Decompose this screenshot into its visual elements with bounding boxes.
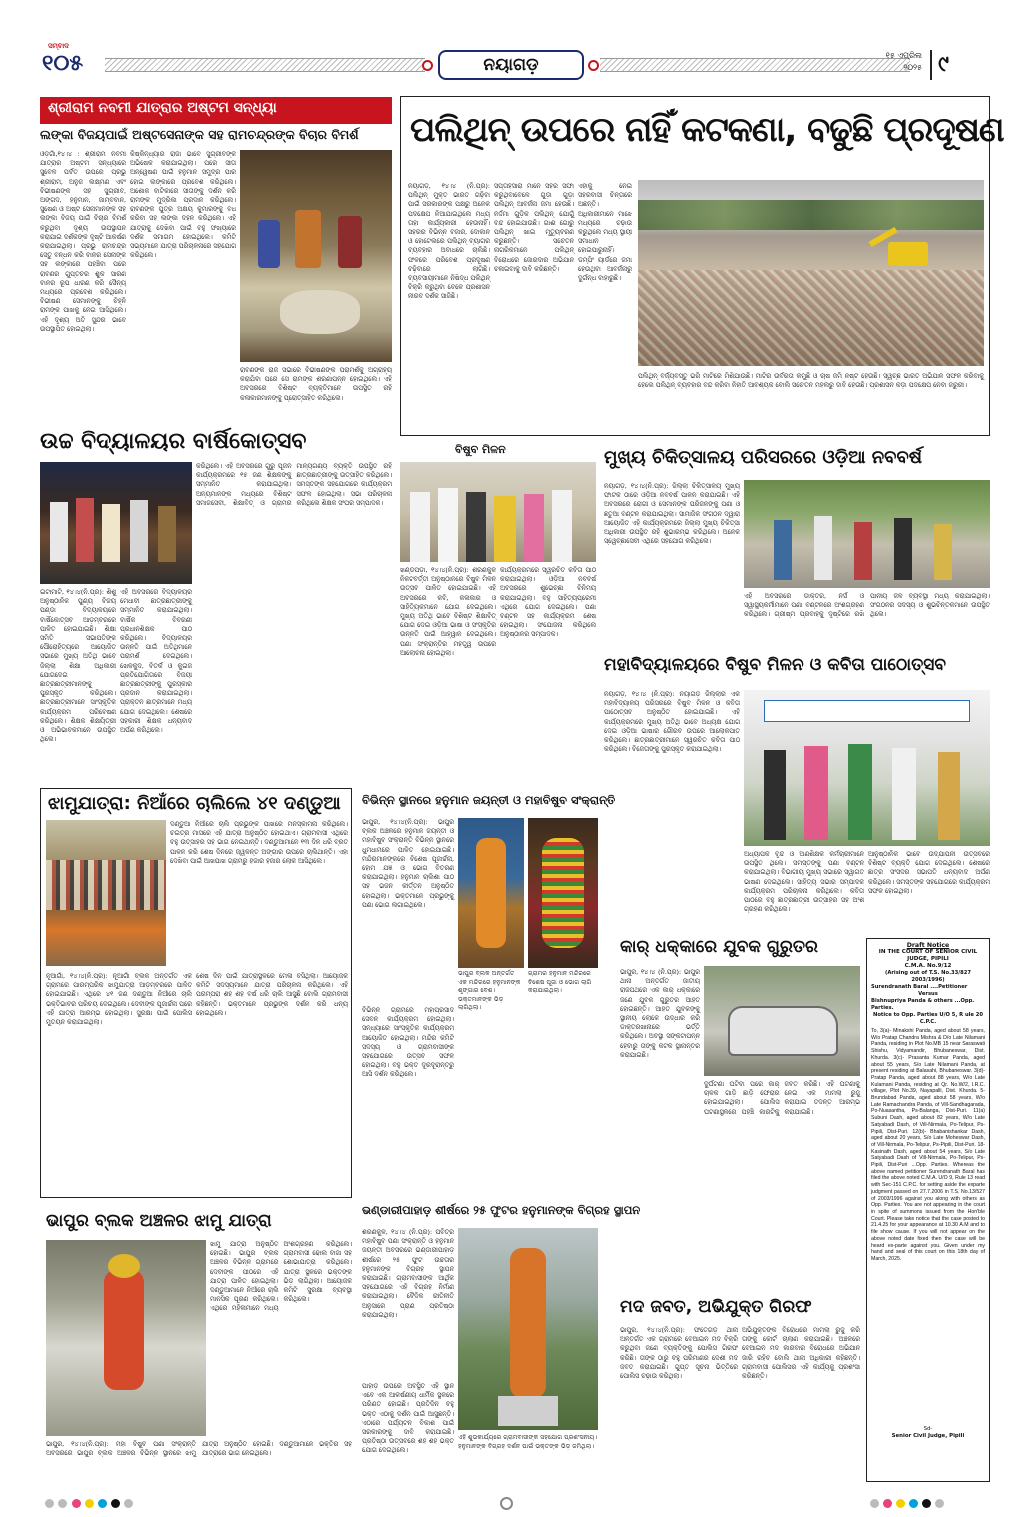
notice-arising: (Arising out of T.S. No.33/827 2003/1996): [884, 970, 972, 983]
liquor-headline: ମଦ ଜବତ, ଅଭିଯୁକ୍ତ ଗିରଫ: [620, 1297, 812, 1317]
excavator-body: [888, 242, 928, 266]
bishuba-group-photo: [400, 462, 596, 562]
group-person-1: [410, 492, 430, 562]
polythene-headline: ପଲିଥିନ୍ ଉପରେ ନାହିଁ କଟକଣା, ବଢୁଛି ପ୍ରଦୂଷଣ: [410, 110, 1004, 150]
jhamu-col3: ଶେଷ ଦିନ ପାଇଁ ଯାତ୍ରାସ୍ଥଳରେ ମେଳା ବସିଥିଲା। ଆୟୋଜକ କମିଟି ସଦସ୍ୟମାନେ ଯାତ୍ରା ପରିଚାଳନା କରିଥିଲେ। ଏହି ପରମ୍ପରା ଶହ ଶହ ବର୍ଷ ଧରି ଚାଲି ଆସୁଛି ବୋଲି ଗ୍ରାମବାସୀ କହିଛନ୍ତି। ଭକ୍ତମାନେ ପ୍ରଭୁଙ୍କ ଦର୍ଶନ କରି ଧନ୍ୟ ହୋଇଥିଲେ।: [196, 972, 348, 1017]
statue-base: [498, 1396, 558, 1426]
car-accident-headline: କାର୍ ଧକ୍କାରେ ଯୁବକ ଗୁରୁତର: [620, 937, 818, 957]
hanuman-jayanti-col2: ବିଭିନ୍ନ ଗ୍ରାମରେ ମହାପ୍ରସାଦ ସେବନ କାର୍ଯ୍ୟକ୍ରମ ହୋଇଥିଲା। ସନ୍ଧ୍ୟାରେ ସାଂସ୍କୃତିକ କାର୍ଯ୍ୟକ୍ରମ ଆୟୋଜିତ ହୋଇଥିଲା। ମନ୍ଦିର କମିଟି ସଦସ୍ୟ ଓ ଗ୍ରାମବାସୀଙ୍କ ସହଯୋଗରେ ଉତ୍ସବ ସଫଳ ହୋଇଥିଲା। ବହୁ ଭକ୍ତ ଦୂରଦୂରାନ୍ତରୁ ଆସି ଦର୍ଶନ କରିଥିଲେ।: [362, 1006, 454, 1079]
hospital-col1: ନୟାଗଡ଼, ୧୪।୪(ନି.ପ୍ର): ଜିଲ୍ଲା ଚିକିତ୍ସାଳୟ ମୁଖ୍ୟ ଫାଟକ ଠାରେ ଓଡ଼ିଆ ନବବର୍ଷ ପାଳନ କରାଯାଇଛି। ଏହି ଅବସରରେ ରୋଗୀ ଓ ସେମାନଙ୍କ ପରିଜନଙ୍କୁ ପଣା ଓ ଛତୁଆ ବଣ୍ଟନ କରାଯାଇଥିଲା। ସାମାଜିକ ସଂଗଠନ ଦ୍ୱାରା ଆୟୋଜିତ ଏହି କାର୍ଯ୍ୟକ୍ରମରେ ଜିଲ୍ଲା ମୁଖ୍ୟ ଚିକିତ୍ସା ଅଧିକାରୀ ଉପସ୍ଥିତ ରହି ଶୁଭାରମ୍ଭ କରିଥିଲେ। ଅନେକ ସ୍ୱେଚ୍ଛାସେବୀ ଏଥିରେ ସହଯୋଗ କରିଥିଲେ।: [604, 482, 740, 546]
college-col3: ଆନୁଷ୍ଠାନିକ ଭାବେ ଉଦ୍‌ଯାପନୀ ଉତ୍ସବରେ ବିଶିଷ୍ଟ ବ୍ୟକ୍ତି ଯୋଗ ଦେଇଥିଲେ। ଶେଷରେ ଛାତ୍ର ସଂସଦର ସଭାପତି ଧନ୍ୟବାଦ ଅର୍ପଣ କରିଥିଲେ। ସମସ୍ତଙ୍କ ସହଯୋଗରେ କାର୍ଯ୍ୟକ୍ରମ ସଫଳ ହୋଇଥିଲା।: [868, 850, 990, 895]
stage-person-3: [102, 504, 120, 562]
footer-marks: [0, 1494, 1020, 1514]
reg-dot-pink: [72, 1499, 81, 1508]
stage-figure-3: [338, 216, 362, 268]
hospital-headline: ମୁଖ୍ୟ ଚିକିତ୍ସାଳୟ ପରିସରରେ ଓଡ଼ିଆ ନବବର୍ଷ: [604, 447, 923, 468]
masthead-rule-left: [105, 58, 425, 72]
college-person-4: [892, 748, 916, 840]
logo-big-text: ୧୦୫: [42, 50, 84, 75]
notice-sd: Sd-: [923, 1426, 933, 1432]
bishuba-headline: ବିଷୁବ ମିଳନ: [455, 443, 506, 456]
hospital-person-5: [934, 524, 952, 580]
hospital-person-2: [814, 516, 832, 580]
bhandara-headline: ଭଣ୍ଡାରୀପାହାଡ଼ ଶୀର୍ଷରେ ୨୫ ଫୁଟର ହନୁମାନଙ୍କ ବିଗ୍ରହ ସ୍ଥାପନ: [362, 1203, 641, 1217]
stage-person-4: [130, 500, 148, 562]
bhandara-hanuman-photo: [458, 1228, 598, 1430]
notice-court: IN THE COURT OF SENIOR CIVIL JUDGE, PIPILI: [878, 949, 978, 962]
hospital-photo-caption: ଏହି ଅବସରରେ ଡାକ୍ତର, ନର୍ସ ଓ ସ୍ୱାସ୍ଥ୍ୟକର୍ମୀମାନେ ପଣା ବଣ୍ଟନରେ ଅଂଶଗ୍ରହଣ କରିଥିଲେ। ଗ୍ରୀଷ୍ମ ପ୍ରବାହକୁ ଦୃଷ୍ଟିରେ ରଖି ପାନୀୟ ଜଳ ବ୍ୟବସ୍ଥା ମଧ୍ୟ କରାଯାଇଥିଲା। ସଂଗଠନର ସଦସ୍ୟ ଓ ଶୁଭଚିନ୍ତକମାନେ ଉପସ୍ଥିତ ଥିଲେ।: [744, 592, 990, 619]
reg-dot-pink-2: [883, 1499, 892, 1508]
hanuman-caption-2: ଗ୍ରାମର ହନୁମାନ ମନ୍ଦିରରେ ବିଶେଷ ପୂଜା ଓ ଭୋଗ ଲାଗି କରାଯାଇଥିଲା।: [528, 970, 592, 995]
polythene-dump-photo: [638, 180, 984, 366]
car-accident-col2: ଦୁର୍ଘଟଣା ଘଟିବା ପରେ କାର୍ ଚାଳକ ଗାଡ଼ି ଛାଡ଼ି ଫେରାର ହୋଇଯାଇଥିଲା। ପୋଲିସ ଘଟଣାସ୍ଥଳରେ ପହଞ୍ଚି କାରଟିକୁ ଜବତ କରିଛି। ଏହି ଘଟଣାକୁ ନେଇ ଏକ ମାମଲା ରୁଜୁ କରାଯାଇ ତଦନ୍ତ ଆରମ୍ଭ କରାଯାଇଛି।: [704, 1080, 860, 1116]
target-icon-right: [588, 60, 599, 71]
newspaper-logo: [38, 42, 100, 82]
ramnavami-col1: ଓଡ଼ଗାଁ,୧୪।୪ : ଶ୍ରୀରାମ ନବମୀ ଯାତ୍ରାର ଅଷ୍ଟମ ସନ୍ଧ୍ୟାରେ ସୁବେଳ ପର୍ବତ ଉପରେ ପ୍ରଭୁ ଶ୍ରୀରାମ, ଅନୁଜ ଲକ୍ଷ୍ମଣ ଏବଂ ବିଭୀଷଣଙ୍କ ସହ ସୁଗ୍ରୀବ, ଅଙ୍ଗଦ, ହନୁମାନ, ଜାମ୍ବବାନ, ସୁଷେଣ ଓ ଅଷ୍ଟ ସେନାମାନଙ୍କ ସହ ଲଙ୍କା ବିଜୟ ପାଇଁ ବିଚାର ବିମର୍ଶ କରୁଥିବା ଦୃଶ୍ୟ ଉପସ୍ଥାପନ କରାଯାଇ ଦର୍ଶକଙ୍କ ଦୃଷ୍ଟି ଆକର୍ଷଣ କରାଯାଇଥିଲା। ପ୍ରଭୁ ରାମଚନ୍ଦ୍ର ସେତୁ ବନ୍ଧନ କରି ବାନର ସେନାଙ୍କ ସହ ଲଙ୍କାରେ ପହଞ୍ଚିବା ପରେ ରାବଣର ଗୁପ୍ତଚର ଶୁକ ସାରଣ ବାନର ରୂପ ଧାରଣ କରି ସୈନ୍ୟ ମଧ୍ୟରେ ପ୍ରବେଶ କରିଥିଲେ। ବିଭୀଷଣ ସେମାନଙ୍କୁ ଚିହ୍ନି ରାମଙ୍କ ପାଖକୁ ନେଇ ଆସିଥିଲେ। ଏହି ଦୃଶ୍ୟ ଅତି ସୁନ୍ଦର ଭାବେ ଉପସ୍ଥାପିତ ହୋଇଥିଲା।: [40, 150, 126, 333]
dump-tree-line: [638, 200, 984, 230]
reg-dot-black: [111, 1499, 120, 1508]
bishuba-col1: ଖଣ୍ଡପଡ଼ା, ୧୪।୪(ନି.ପ୍ର): ଶରଣକୁଳ ନିକଟବର୍ତ୍ତୀ ଅନୁଷ୍ଠାନରେ ବିଷୁବ ମିଳନ ଉତ୍ସବ ପାଳିତ ହୋଇଯାଇଛି। ଏହି ଅବସରରେ କବି, କଳାକାର ଓ ସାହିତ୍ୟିକମାନେ ଯୋଗ ଦେଇଥିଲେ। ମୁଖ୍ୟ ଅତିଥି ଭାବେ ବିଶିଷ୍ଟ ଶିକ୍ଷାବିତ୍ ଯୋଗ ଦେଇ ଓଡ଼ିଆ ଭାଷା ଓ ସଂସ୍କୃତିର ଉନ୍ନତି ପାଇଁ ଆହ୍ୱାନ ଦେଇଥିଲେ। ପଣା ସଂକ୍ରାନ୍ତିର ମହତ୍ତ୍ୱ ଉପରେ ଆଲୋଚନା ହୋଇଥିଲା।: [400, 566, 496, 657]
polythene-col1: ନୟାଗଡ଼, ୧୪।୪ (ନି.ପ୍ର): ପଲିଥିନ୍ ମୁକ୍ତ ଭାରତ ଗଢ଼ିବା ପାଇଁ ସରକାରଙ୍କ ପକ୍ଷରୁ ଅନେକ ପଦକ୍ଷେପ ନିଆଯାଇଥିଲେ ମଧ୍ୟ ତାହା କାର୍ଯ୍ୟକାରୀ ହେଉନାହିଁ। ସହରର ବିଭିନ୍ନ ବଜାର, ଦୋକାନ ଓ ହୋଟେଲରେ ପଲିଥିନ୍ ବ୍ୟାଗର ବ୍ୟବହାର ଅବାଧରେ ଚାଲିଛି। ଫଳରେ ପରିବେଶ ପ୍ରଦୂଷଣ ବଢ଼ିବାରେ ଲାଗିଛି। ବ୍ୟବସାୟୀମାନେ ନିଷିଦ୍ଧ ପଲିଥିନ୍ ବିକ୍ରି କରୁଥିବା ବେଳେ ପ୍ରଶାସନ ନୀରବ ଦର୍ଶକ ସାଜିଛି।: [408, 182, 490, 301]
hanuman-jayanti-col1: ଭାପୁର, ୧୪।୪(ନି.ପ୍ର): ଭାପୁର ବ୍ଲକ ଅଞ୍ଚଳରେ ହନୁମାନ ଜୟନ୍ତୀ ଓ ମହାବିଷୁବ ସଂକ୍ରାନ୍ତି ବିଭିନ୍ନ ସ୍ଥାନରେ ଧୁମଧାମରେ ପାଳିତ ହୋଇଯାଇଛି। ମନ୍ଦିରମାନଙ୍କରେ ବିଶେଷ ପୂଜାର୍ଚ୍ଚନା, ହୋମ ଯଜ୍ଞ ଓ ଭୋଗ ବିତରଣ କରାଯାଇଥିଲା। ହନୁମାନ ଚାଲିଶା ପାଠ ସହ ଭଜନ କୀର୍ତ୍ତନ ଅନୁଷ୍ଠିତ ହୋଇଥିଲା। ଭକ୍ତମାନେ ପ୍ରଭୁଙ୍କୁ ପଣା ଭୋଗ ଲଗାଇଥିଲେ।: [362, 818, 454, 909]
date-line1: ୧୫ ଏପ୍ରିଲ: [885, 51, 922, 60]
stage-figure-1: [258, 220, 280, 268]
target-icon-left: [422, 60, 433, 71]
ramnavami-stage-photo: [240, 150, 392, 362]
footer-target-center: [500, 1497, 513, 1510]
reg-dot-yellow-2: [896, 1499, 905, 1508]
highschool-col2: ଏହି ଅବସରରେ ବିଦ୍ୟାଳୟର ମେଧାବୀ ଛାତ୍ରଛାତ୍ରୀଙ୍କୁ ସମ୍ମାନିତ କରାଯାଇଥିଲା। ବାର୍ଷିକ ବିବରଣୀ ପ୍ରଧାନଶିକ୍ଷକ ପାଠ କରିଥିଲେ। ବିଦ୍ୟାଳୟର ଉନ୍ନତି ପାଇଁ ଅତିଥିମାନେ ପରାମର୍ଶ ଦେଇଥିଲେ। ଖେଳକୁଦ, ବିତର୍କ ଓ କୁଇଜ ପ୍ରତିଯୋଗିତାରେ ବିଜୟୀ ଛାତ୍ରଛାତ୍ରୀଙ୍କୁ ପୁରସ୍କାର ପ୍ରଦାନ କରାଯାଇଥିଲା। ପ୍ରାକ୍ତନ ଛାତ୍ରମାନେ ମଧ୍ୟ ଯୋଗ ଦେଇଥିଲେ। ଶେଷରେ ସହକାରୀ ଶିକ୍ଷକ ଧନ୍ୟବାଦ ଅର୍ପଣ କରିଥିଲେ।: [120, 588, 192, 735]
polythene-photo-caption: ପଲିଥିନ୍ ବର୍ଜ୍ୟବସ୍ତୁ ଭରି ମାଟିରେ ମିଶିଯାଉଛି। ମାଟିର ଉର୍ବରତା କମୁଛି ଓ ଚାଷ ଜମି ନଷ୍ଟ ହେଉଛି। ସ୍ୱଚ୍ଛ ଭାରତ ଅଭିଯାନ ସଫଳ କରିବାକୁ ହେଲେ ପଲିଥିନ୍ ବ୍ୟବହାର ବନ୍ଦ କରିବା ନିହାତି ଆବଶ୍ୟକ ବୋଲି ସଚେତନ ମହଲରୁ ଦାବି ହେଉଛି। ପ୍ରଶାସନ କଡ଼ା ପଦକ୍ଷେପ ନେବା ଜରୁରୀ।: [638, 372, 984, 390]
reg-dot-cyan-2: [909, 1499, 918, 1508]
group-person-2: [438, 488, 458, 562]
hanuman-idol-photo-1: [458, 818, 524, 968]
reg-dot-black-2: [922, 1499, 931, 1508]
hospital-person-3: [854, 522, 872, 580]
section-title: [438, 50, 584, 80]
polythene-col2: ସପ୍ତାହସାରା ମାନେ ସହର ସଫା କରୁଥିବାବେଳେ ଗୁଡ଼ା ଗୁଡ଼ା ପଲିଥିନ୍ ଆବର୍ଜନା ଜମା ହେଉଛି। ନର୍ଦ୍ଦମା ଗୁଡ଼ିକ ପଲିଥିନ୍ ଯୋଗୁଁ ବନ୍ଦ ହୋଇଯାଉଛି। ଗାଈ ଗୋରୁ ପଲିଥିନ୍ ଖାଇ ମୃତ୍ୟୁବରଣ କରୁଛନ୍ତି। ସଚେତନ ନାଗରିକମାନେ ପଲିଥିନ୍ ବିରୋଧରେ ଜୋରଦାର ଅଭିଯାନ ଚଳାଇବାକୁ ଦାବି କରିଛନ୍ତି।: [494, 182, 574, 273]
notice-title: Draft Notice: [906, 942, 950, 949]
stage-person-1: [50, 502, 68, 562]
car-accident-col1: ଭାପୁର, ୧୪।୪ (ନି.ପ୍ର): ଭାପୁର ଥାନା ଅନ୍ତର୍ଗତ ଜାତୀୟ ରାଜପଥରେ ଏକ କାର୍ ଧକ୍କାରେ ଜଣେ ଯୁବକ ଗୁରୁତର ଆହତ ହୋଇଛନ୍ତି। ଆହତ ଯୁବକଙ୍କୁ ସ୍ଥାନୀୟ ଲୋକେ ଉଦ୍ଧାର କରି ଡାକ୍ତରଖାନାରେ ଭର୍ତ୍ତି କରିଥିଲେ। ଅବସ୍ଥା ସଙ୍କଟାପନ୍ନ ହେବାରୁ ତାଙ୍କୁ କଟକ ସ୍ଥାନାନ୍ତର କରାଯାଇଛି।: [620, 968, 700, 1059]
college-person-2: [804, 746, 828, 840]
bhapur-jhamu-headline: ଭାପୁର ବ୍ଲକ ଅଞ୍ଚଳର ଝାମୁ ଯାତ୍ରା: [46, 1211, 272, 1231]
idol-orange-1: [476, 838, 506, 948]
college-person-1: [764, 750, 786, 840]
section-title-text: ନୟାଗଡ଼: [483, 55, 539, 75]
bhandara-caption: ଏହି ଶୁଭକାର୍ଯ୍ୟରେ ଗ୍ରାମବାସୀଙ୍କ ସହଯୋଗ ପ୍ରଶଂସନୀୟ। ହନୁମାନଙ୍କ ବିଗ୍ରହ ଦର୍ଶନ ପାଇଁ ଭକ୍ତଙ୍କ ଭିଡ଼ ଜମିଥିଲା।: [458, 1434, 598, 1450]
jhamu-headline: ଝାମୁଯାତ୍ରା: ନିଆଁରେ ଚାଲିଲେ ୪୧ ଦଣ୍ଡୁଆ: [48, 793, 341, 814]
bishuba-col2: କାର୍ଯ୍ୟକ୍ରମରେ ସ୍ୱରଚିତ କବିତା ପାଠ କରାଯାଇଥିଲା। ଓଡ଼ିଆ ନବବର୍ଷ ଅବସରରେ ଶୁଭେଚ୍ଛା ବିନିମୟ କରାଯାଇଥିଲା। ବହୁ ସାହିତ୍ୟପ୍ରେମୀ ଏଥିରେ ଯୋଗ ଦେଇଥିଲେ। ପଣା ବଣ୍ଟନ ସହ କାର୍ଯ୍ୟକ୍ରମ ଶେଷ ହୋଇଥିଲା। ସଂଯୋଜନା କରିଥିଲେ ଅନୁଷ୍ଠାନର ସମ୍ପାଦକ।: [500, 566, 596, 639]
college-col1: ନୟାଗଡ଼, ୧୪।୪ (ନି.ପ୍ର): ନୟାଗଡ଼ ଜିଲ୍ଲାର ଏକ ମହାବିଦ୍ୟାଳୟ ପରିସରରେ ବିଷୁବ ମିଳନ ଓ କବିତା ପାଠୋତ୍ସବ ଅନୁଷ୍ଠିତ ହୋଇଯାଇଛି। ଏହି କାର୍ଯ୍ୟକ୍ରମରେ ମୁଖ୍ୟ ଅତିଥି ଭାବେ ଅଧ୍ୟକ୍ଷ ଯୋଗ ଦେଇ ଓଡ଼ିଆ ଭାଷାର ଗୌରବ ଉପରେ ଆଲୋକପାତ କରିଥିଲେ। ଛାତ୍ରଛାତ୍ରୀମାନେ ସ୍ୱରଚିତ କବିତା ପାଠ କରିଥିଲେ। ବିଜେତାଙ୍କୁ ପୁରସ୍କୃତ କରାଯାଇଥିଲା।: [604, 690, 740, 754]
highschool-stage-photo: [40, 462, 192, 584]
bhapur-jhamu-caption: ଭାପୁର, ୧୪।୪(ନି.ପ୍ର): ମହା ବିଷୁବ ପଣା ସଂକ୍ରାନ୍ତି ଅବସରରେ ଭାପୁର ବ୍ଲକ ଅଞ୍ଚଳର ବିଭିନ୍ନ ସ୍ଥାନରେ ଝାମୁ ଯାତ୍ରା ଅନୁଷ୍ଠିତ ହୋଇଛି। ଦଣ୍ଡୁଆମାନେ ଭକ୍ତିର ସହ ଯାତ୍ରାରେ ଭାଗ ନେଇଥିଲେ।: [46, 1440, 352, 1458]
hospital-event-photo: [744, 480, 990, 588]
ramnavami-kicker: ଶ୍ରୀରାମ ନବମୀ ଯାତ୍ରାର ଅଷ୍ଟମ ସନ୍ଧ୍ୟା: [48, 100, 277, 116]
highschool-col3: କରିଥିଲେ। ଏହି ଅବସରରେ ଗୁରୁ ପୂଜନ କାର୍ଯ୍ୟକ୍ରମରେ ୧୫ ଜଣ ଶିକ୍ଷକଙ୍କୁ ସମ୍ମାନିତ କରାଯାଇଥିଲା। ଅନ୍ୟମାନଙ୍କ ମଧ୍ୟରେ ବିଶିଷ୍ଟ ସମାଜସେବୀ, ଶିକ୍ଷାବିତ୍ ଓ ଗ୍ରାମର ମାନ୍ୟଗଣ୍ୟ ବ୍ୟକ୍ତି ଉପସ୍ଥିତ ରହି ଛାତ୍ରଛାତ୍ରୀଙ୍କୁ ଉତ୍ସାହିତ କରିଥିଲେ। ସମସ୍ତଙ୍କ ସହଯୋଗରେ କାର୍ଯ୍ୟକ୍ରମ ସଫଳ ହୋଇଥିଲା। ସଭା ପରିଚାଳନା କରିଥିଲେ ଶିକ୍ଷକ ସଂଘର ସମ୍ପାଦକ।: [196, 462, 392, 507]
notice-to: Notice to Opp. Parties U/O 5, R ule 20 C.P.C.: [873, 1012, 983, 1025]
liquor-col2: ଅଭିଯୁକ୍ତଙ୍କ ବିରୋଧରେ ମାମଲା ରୁଜୁ କରି ତାଙ୍କୁ କୋର୍ଟ ଚାଲାଣ କରାଯାଇଛି। ଅଞ୍ଚଳରେ ବେଆଇନ ମଦ କାରବାର ବିରୋଧରେ ଅଭିଯାନ ଜାରି ରହିବ ବୋଲି ଥାନା ଅଧିକାରୀ କହିଛନ୍ତି। ଗ୍ରାମବାସୀ ପୋଲିସର ଏହି କାର୍ଯ୍ୟକୁ ପ୍ରଶଂସା କରିଛନ୍ତି।: [742, 1326, 860, 1381]
page-number: ୯: [938, 52, 949, 77]
ramnavami-col2: କିଷ୍କିନ୍ଧ୍ୟାର ରାଜା ଭାବେ ସୁଗ୍ରୀବଙ୍କ ଅଭିଷେକ କରାଯାଇଥିଲା। ପରେ ସୀତା ଅନ୍ୱେଷଣ ପାଇଁ ହନୁମାନ ସମୁଦ୍ର ପାର ହୋଇ ଲଙ୍କାରେ ପ୍ରବେଶ କରିଥିଲେ। ଅଶୋକ ବାଟିକାରେ ସୀତାଙ୍କୁ ଦର୍ଶନ କରି ରାମଙ୍କ ମୁଦ୍ରିକା ପ୍ରଦାନ କରିଥିଲେ। ରାବଣଙ୍କ ପୁତ୍ର ଅକ୍ଷୟ କୁମାରଙ୍କୁ ବଧ କରିବା ସହ ଲଙ୍କା ଦହନ କରିଥିଲେ। ଏହି ଯାତ୍ରାକୁ ଦେଖିବା ପାଇଁ ବହୁ ସଂଖ୍ୟାରେ ଦର୍ଶକ ସମାଗମ ହୋଇଥିଲେ। କମିଟି ସଭ୍ୟମାନେ ଯାତ୍ରା ପରିଚାଳନାରେ ସହଯୋଗ କରିଥିଲେ।: [130, 150, 236, 260]
hanuman-idol-photo-2: [528, 818, 598, 968]
college-person-5: [938, 752, 960, 840]
college-banner: [764, 700, 970, 722]
statue-body: [510, 1248, 546, 1398]
wrecked-car: [728, 1006, 838, 1056]
notice-opposite: Bishnupriya Panda & others ...Opp. Parties.: [871, 998, 975, 1011]
date-block: [852, 50, 922, 80]
reg-dot-grey-1: [45, 1499, 54, 1508]
masthead: [0, 0, 1020, 90]
hanuman-jayanti-headline: ବିଭିନ୍ନ ସ୍ଥାନରେ ହନୁମାନ ଜୟନ୍ତୀ ଓ ମହାବିଷୁବ ସଂକ୍ରାନ୍ତି: [362, 793, 616, 807]
reg-dot-grey-3: [124, 1499, 133, 1508]
bhapur-jhamu-col1: ଝାମୁ ଯାତ୍ରା ଅନୁଷ୍ଠିତ ହୋଇଛି। ଭାପୁର ବ୍ଲକ ଅଞ୍ଚଳର ବିଭିନ୍ନ ଗ୍ରାମରେ ଦେବୀଙ୍କ ପୀଠରେ ଏହି ଯାତ୍ରା ପାଳିତ ହୋଇଥିଲା। ଦଣ୍ଡୁଆମାନେ ନିଆଁରେ ଚାଲି ମାନସିକ ପୂରଣ କରିଥିଲେ। ଏଥିରେ ମହିଳାମାନେ ମଧ୍ୟ ଅଂଶଗ୍ରହଣ କରିଥିଲେ। ଗ୍ରାମବାସୀ ଢୋଲ ବାଜା ସହ ଶୋଭାଯାତ୍ରା କରିଥିଲେ। ଯାତ୍ରା ସ୍ଥଳରେ ଭକ୍ତଙ୍କ ଭିଡ଼ ଲାଗିଥିଲା। ଆୟୋଜକ କମିଟି ସୁରକ୍ଷା ବ୍ୟବସ୍ଥା କରିଥିଲେ।: [210, 1240, 352, 1313]
stage-figure-2: [295, 210, 321, 268]
reg-dot-grey-4: [870, 1499, 879, 1508]
college-headline: ମହାବିଦ୍ୟାଳୟରେ ବିଷୁବ ମିଳନ ଓ କବିତା ପାଠୋତ୍ସବ: [604, 655, 946, 675]
notice-petitioner: Surendranath Baral ....Petitioner: [871, 984, 968, 990]
date-line2: ୨୦୨୫: [903, 63, 922, 72]
liquor-col1: ଭାପୁର, ୧୪।୪(ନି.ପ୍ର): ଫତେଗଡ଼ ଥାନା ଅନ୍ତର୍ଗତ ଏକ ଗ୍ରାମରେ ବେଆଇନ ମଦ ବିକ୍ରି କରୁଥିବା ଜଣେ ବ୍ୟକ୍ତିଙ୍କୁ ପୋଲିସ ଗିରଫ କରିଛି। ତାଙ୍କ ଠାରୁ ବହୁ ପରିମାଣର ଦେଶୀ ମଦ ଜବତ କରାଯାଇଛି। ଗୁପ୍ତ ସୂଚନା ଭିତ୍ତିରେ ପୋଲିସ ଚଢ଼ାଉ କରିଥିଲା।: [620, 1326, 738, 1381]
jhamu-fire-photo: [46, 820, 166, 966]
stage-person-5: [158, 506, 176, 562]
reg-dot-grey-2: [58, 1499, 67, 1508]
notice-signature: Senior Civil Judge, Pipili: [891, 1433, 965, 1439]
dancer-headdress: [108, 1254, 140, 1278]
polythene-col3: ଏହାକୁ ନେଇ ସହରବାସୀ ଚିନ୍ତାରେ ଅଛନ୍ତି। ଅଧିକାରୀମାନେ ମାଝେ ମଧ୍ୟରେ ଚଢ଼ାଉ କରୁଥିଲେ ମଧ୍ୟ ସ୍ଥାୟୀ ସମାଧାନ ହୋଇପାରୁନାହିଁ। ଡମ୍ପିଂ ୟାର୍ଡରେ ଜମା ହେଉଥିବା ଆବର୍ଜନାରୁ ଦୁର୍ଗନ୍ଧ ବାହାରୁଛି।: [578, 182, 632, 283]
hospital-person-1: [774, 520, 792, 580]
notice-case-no: C.M.A. No.9/12: [904, 963, 952, 969]
group-person-5: [524, 494, 544, 562]
jhamu-col1: ଦଣ୍ଡୁଆ ନିଆଁରେ ଚାଲି ପ୍ରଭୁଙ୍କ ପାଖରେ ମନସ୍କାମନା କରିଥିଲେ। ଚଇତ୍ର ମାସରେ ଏହି ଯାତ୍ରା ଅନୁଷ୍ଠିତ ହୋଇଥାଏ। ଗ୍ରାମବାସୀ ଏଥିରେ ବହୁ ଉତ୍ସାହର ସହ ଭାଗ ନେଇଥାନ୍ତି। ଦଣ୍ଡୁଆମାନେ ୧୩ ଦିନ ଧରି ବ୍ରତ ପାଳନ କରି ଶେଷ ଦିନରେ ଜ୍ୱଳନ୍ତ ଅଙ୍ଗାର ଉପରେ ଚାଲିଥାନ୍ତି। ଏହା ଦେଖିବା ପାଇଁ ଆଖପାଖ ଗ୍ରାମରୁ ହଜାର ହଜାର ଲୋକ ଆସିଥିଲେ।: [170, 820, 348, 865]
group-person-4: [494, 496, 516, 562]
ramnavami-headline: ଲଙ୍କା ବିଜୟପାଇଁ ଅଷ୍ଟସେନାଙ୍କ ସହ ରାମଚନ୍ଦ୍ରଙ୍କ ବିଚାର ବିମର୍ଶ: [40, 127, 359, 142]
hospital-person-4: [894, 518, 912, 580]
hanuman-caption-1: ଭାପୁର ବ୍ଲକ ଅନ୍ତର୍ଗତ ଏକ ମନ୍ଦିରରେ ହନୁମାନଙ୍କ ଶୃଙ୍ଗାର ବେଶ। ଭକ୍ତମାନଙ୍କ ଭିଡ଼ ଲାଗିଥିଲା।: [458, 970, 521, 1012]
page-number-divider: [930, 50, 932, 80]
stage-person-2: [76, 498, 94, 562]
idol-garland: [542, 838, 584, 948]
college-col2: ଅଧ୍ୟାପକ ବୃନ୍ଦ ଓ ଅଣଶିକ୍ଷକ କର୍ମଚାରୀମାନେ ଉପସ୍ଥିତ ଥିଲେ। ସମସ୍ତଙ୍କୁ ପଣା ବଣ୍ଟନ କରାଯାଇଥିଲା। ବିଭାଗୀୟ ମୁଖ୍ୟ ସଭାରେ ସ୍ୱାଗତ ଭାଷଣ ଦେଇଥିଲେ। ସାହିତ୍ୟ ସଭାର ସମ୍ପାଦକ କାର୍ଯ୍ୟକ୍ରମ ପରିଚାଳନା କରିଥିଲେ। କବିତା ପାଠରେ ବହୁ ଛାତ୍ରଛାତ୍ରୀ ଉତ୍ସାହର ସହ ଅଂଶ ଗ୍ରହଣ କରିଥିଲେ।: [744, 850, 864, 914]
bhapur-jhamu-photo: [46, 1240, 206, 1436]
stage-rock: [280, 290, 360, 334]
group-person-6: [552, 490, 572, 562]
jhamu-col2: ନୂଆଗାଁ, ୧୪।୪(ନି.ପ୍ର): ନୂଆଗାଁ ବ୍ଲକ ଅନ୍ତର୍ଗତ ଏକ ଗ୍ରାମରେ ପାରମ୍ପରିକ ଝାମୁଯାତ୍ରା ଆଡ଼ମ୍ବରରେ ପାଳିତ ହୋଇଯାଇଛି। ଏଥିରେ ୪୧ ଜଣ ଦଣ୍ଡୁଆ ନିଆଁରେ ଚାଲି ଭକ୍ତିଭାବର ପରିଚୟ ଦେଇଥିଲେ। ଦେବୀଙ୍କ ପୂଜାର୍ଚ୍ଚନା ପରେ ଏହି ଯାତ୍ରା ଆରମ୍ଭ ହୋଇଥିଲା। ସୁରକ୍ଷା ପାଇଁ ପୋଲିସ ମୁତୟନ କରାଯାଇଥିଲା।: [46, 972, 192, 1027]
reg-dot-yellow: [85, 1499, 94, 1508]
dancer-body: [104, 1270, 144, 1390]
notice-body: To, 3(a)- Minakshi Panda, aged about 58 years, W/o Pratap Chandra Mishra & D/o Late Nilamani Panda, residing in Plot No.MB 15 near Saraswati Shishu, Vidyamandir, Bhubaneswar, Dist. Khurda. 3(c)- Prasanta Kumar Panda, aged about 55 years, S/o Late Nilamani Panda, at present residing at Balasahi, Bhubaneswar. 3(d)- Pratap Panda, aged about 88 years, W/o Late Kulamani Panda, residing at Qr. No.W/2, I.R.C. village, Plot No.39, Nayapalli, Dist. Khurda. 5- Brundabad Panda, aged about 58 years, W/o Late Ramachandra Panda, of Vill-Sandhagarada, Po-Nuasantha, Ps-Balanga, Dist-Puri. 11(a) Subuni Dash, aged about 82 years, W/o Late Satyabadi Dash, of Vill-Nirmala, Po-Telipur, Ps-Pipili, Dist-Puri. 12(b)- Bhabanishankar Dash, aged about 20 years, S/o Late Moheswar Dash, of Vill-Nirmala, Po-Telipur, Ps-Pipili, Dist-Puri. 18- Kasinath Dash, aged about 54 years, S/o Late Satyabadi Dash of Vill-Nirmala, Po-Telipur, Ps-Pipili, Dist-Puri ...Opp. Parties. Whereas the above named petitioner Surendranath Baral has filed the above noted C.M.A. U/O 9, Rule 13 read with Sec-151 C.P.C. for setting aside the exparte judgment passed on 27.7.2006 in T.S. No.13/527 of 2003/1996 against you along with others as Opp. Parties. You are not appearing in the court in spite of summons issued from the Hon'ble Court. Please take notice that the case posted to 21.4.25 for your appearance at 10.30 A.M and to file show cause. If you will not appear on the above noted date fixed then the case will be heard ex-parte against you. Given under my hand and seal of this court on this 18th day of March, 2025.: [871, 1028, 985, 1262]
garbage-texture: [638, 270, 984, 366]
ramnavami-kicker-band: [40, 97, 392, 124]
car-accident-photo: [704, 966, 860, 1076]
highschool-headline: ଉଚ୍ଚ ବିଦ୍ୟାଳୟର ବାର୍ଷିକୋତ୍ସବ: [40, 429, 307, 454]
reg-dot-cyan: [98, 1499, 107, 1508]
bhandara-col2: ପାହାଡ଼ ଉପରେ ଅବସ୍ଥିତ ଏହି ସ୍ଥାନ ଏବେ ଏକ ଆକର୍ଷଣୀୟ ଧାର୍ମିକ ସ୍ଥଳରେ ପରିଣତ ହୋଇଛି। ପ୍ରତିଦିନ ବହୁ ଭକ୍ତ ଏଠାକୁ ଦର୍ଶନ ପାଇଁ ଆସୁଛନ୍ତି। ଏଠାରେ ପର୍ଯ୍ୟଟନ ବିକାଶ ପାଇଁ ସରକାରଙ୍କୁ ଦାବି କରାଯାଇଛି। ପ୍ରତିଷ୍ଠା ଉତ୍ସବରେ ଶହ ଶହ ଭକ୍ତ ଯୋଗ ଦେଇଥିଲେ।: [362, 1382, 454, 1455]
logo-small-text: ସମ୍ବାଦ: [48, 42, 69, 50]
bhandara-col1: ଶରଣକୁଳ, ୧୪।୪ (ନି.ପ୍ର): ପବିତ୍ର ମହାବିଷୁବ ପଣା ସଂକ୍ରାନ୍ତି ଓ ହନୁମାନ ଜୟନ୍ତୀ ଅବସରରେ ଭଣ୍ଡାରୀପାହାଡ଼ ଶୀର୍ଷରେ ୨୫ ଫୁଟ ଉଚ୍ଚତାର ହନୁମାନଙ୍କ ବିଗ୍ରହ ସ୍ଥାପନ କରାଯାଇଛି। ଗ୍ରାମବାସୀଙ୍କ ଆର୍ଥିକ ସହଯୋଗରେ ଏହି ବିଗ୍ରହ ନିର୍ମାଣ କରାଯାଇଥିଲା। ବୈଦିକ ରୀତିନୀତି ଅନୁସାରେ ପ୍ରାଣ ପ୍ରତିଷ୍ଠା କରାଯାଇଥିଲା।: [362, 1228, 454, 1319]
highschool-col1: ଇଟାମାଟି, ୧୪।୪(ନି.ପ୍ର): ଶିଶୁ ଅନୁଷ୍ଠାନିକ ପୁଣ୍ୟ ବିଜୟ ପଣ୍ଡା ବିଦ୍ୟାଳୟରେ ବାର୍ଷିକୋତ୍ସବ ଆଡ଼ମ୍ବରରେ ପାଳିତ ହୋଇଯାଇଛି। ଶିକ୍ଷା ସମିତି ସଭାପତିଙ୍କ ପୌରୋହିତ୍ୟରେ ଆୟୋଜିତ ସଭାରେ ମୁଖ୍ୟ ଅତିଥି ଭାବେ ଜିଲ୍ଲା ଶିକ୍ଷା ଅଧିକାରୀ ଯୋଗଦେଇ ଛାତ୍ରଛାତ୍ରୀମାନଙ୍କୁ ପୁରସ୍କୃତ କରିଥିଲେ। ଛାତ୍ରଛାତ୍ରୀମାନେ ସାଂସ୍କୃତିକ କାର୍ଯ୍ୟକ୍ରମ ପରିବେଷଣ କରିଥିଲେ। ଶିକ୍ଷକ ଶିକ୍ଷୟିତ୍ରୀ ଓ ଅଭିଭାବକମାନେ ଉପସ୍ଥିତ ଥିଲେ।: [40, 588, 116, 744]
college-event-photo: [744, 690, 990, 846]
college-person-3: [848, 744, 872, 840]
ramnavami-col3: ରାବଣଙ୍କ ରାଜ ସଭାରେ ବିଭୀଷଣଙ୍କ ପରାମର୍ଶକୁ ଅଗ୍ରାହ୍ୟ କରାଯିବା ପରେ ସେ ରାମଙ୍କ ଶରଣାପନ୍ନ ହୋଇଥିଲେ। ଏହି ଅବସରରେ ବିଶିଷ୍ଟ ବ୍ୟକ୍ତିମାନେ ଉପସ୍ଥିତ ରହି କଳାକାରମାନଙ୍କୁ ପ୍ରୋତ୍ସାହିତ କରିଥିଲେ।: [240, 366, 392, 402]
jhamu-crowd: [46, 860, 166, 910]
group-person-3: [466, 492, 486, 562]
reg-dot-grey-5: [935, 1499, 944, 1508]
court-notice-box: [866, 938, 990, 1482]
notice-versus: Versus: [918, 991, 938, 997]
